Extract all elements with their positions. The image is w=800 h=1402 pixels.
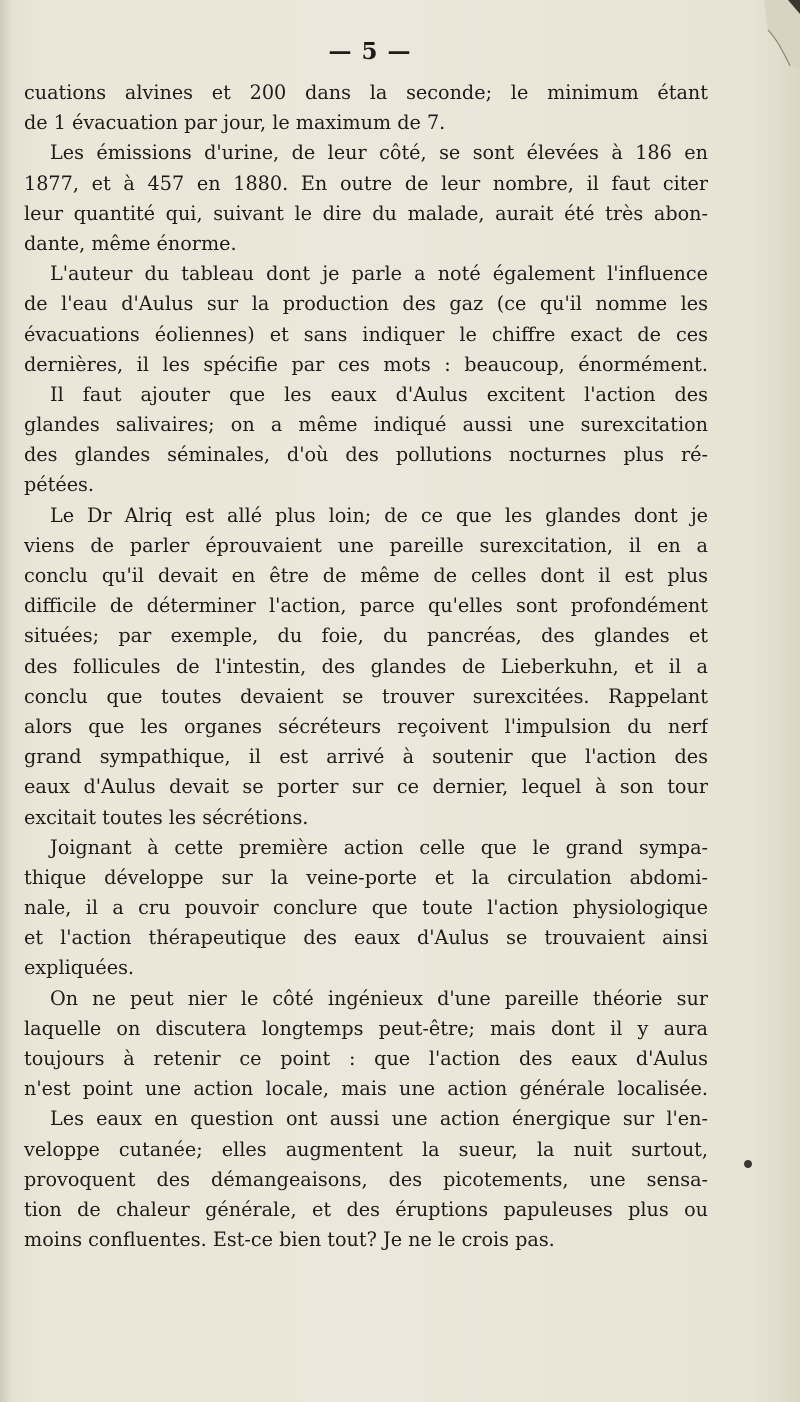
page-corner-fold (760, 0, 800, 70)
text-line: veloppe cutanée; elles augmentent la sueur, la nuit surtout, (24, 1137, 708, 1161)
text-line: Il faut ajouter que les eaux d'Aulus excitent l'action des (50, 382, 708, 406)
text-line: On ne peut nier le côté ingénieux d'une pareille théorie sur (50, 986, 708, 1010)
text-line: et l'action thérapeutique des eaux d'Aulus se trouvaient ainsi (24, 926, 708, 950)
text-line: provoquent des démangeaisons, des picotements, une sensa- (24, 1167, 708, 1191)
text-line: excitait toutes les sécrétions. (24, 805, 309, 829)
text-line: 1877, et à 457 en 1880. En outre de leur nombre, il faut citer (24, 171, 708, 195)
text-line: nale, il a cru pouvoir conclure que toute l'action physiologique (24, 896, 708, 920)
text-line: dante, même énorme. (24, 231, 237, 255)
page-body-text (24, 78, 708, 1255)
ink-speck (744, 1160, 752, 1168)
text-line: pétées. (24, 473, 95, 497)
text-line: conclu que toutes devaient se trouver surexcitées. Rappelant (24, 684, 708, 708)
text-line: L'auteur du tableau dont je parle a noté également l'influence (50, 262, 708, 286)
text-line: Les émissions d'urine, de leur côté, se sont élevées à 186 en (50, 141, 708, 165)
text-line: glandes salivaires; on a même indiqué aussi une surexcitation (24, 413, 708, 437)
text-line: des follicules de l'intestin, des glandes de Lieberkuhn, et il a (24, 654, 708, 678)
text-line: viens de parler éprouvaient une pareille surexcitation, il en a (24, 533, 708, 557)
text-line: situées; par exemple, du foie, du pancréas, des glandes et (24, 624, 708, 648)
text-line: cuations alvines et 200 dans la seconde; le minimum étant (24, 81, 708, 104)
text-line: Joignant à cette première action celle que le grand sympa- (50, 835, 708, 859)
text-line: laquelle on discutera longtemps peut-être; mais dont il y aura (24, 1016, 708, 1040)
text-line: thique développe sur la veine-porte et la circulation abdomi- (24, 865, 708, 889)
text-line: alors que les organes sécréteurs reçoivent l'impulsion du nerf (24, 714, 708, 738)
text-line: leur quantité qui, suivant le dire du malade, aurait été très abon- (24, 201, 708, 225)
text-line: difficile de déterminer l'action, parce qu'elles sont profondément (24, 594, 708, 618)
text-line: Le Dr Alriq est allé plus loin; de ce que les glandes dont je (50, 503, 708, 527)
text-line: de 1 évacuation par jour, le maximum de 7. (24, 111, 446, 135)
text-line: grand sympathique, il est arrivé à soutenir que l'action des (24, 745, 708, 769)
page-number: — 5 — (328, 38, 412, 65)
text-line: expliquées. (24, 956, 135, 980)
text-line: dernières, il les spécifie par ces mots : beaucoup, énormément. (24, 352, 708, 376)
text-line: évacuations éoliennes) et sans indiquer le chiffre exact de ces (24, 322, 708, 346)
text-line: moins confluentes. Est-ce bien tout? Je ne le crois pas. (24, 1228, 555, 1252)
text-line: tion de chaleur générale, et des éruptions papuleuses plus ou (24, 1197, 708, 1221)
text-line: conclu qu'il devait en être de même de celles dont il est plus (24, 564, 708, 587)
text-line: de l'eau d'Aulus sur la production des gaz (ce qu'il nomme les (24, 292, 708, 316)
text-line: n'est point une action locale, mais une action générale localisée. (24, 1077, 708, 1101)
text-line: des glandes séminales, d'où des pollutions nocturnes plus ré- (24, 443, 708, 467)
text-line: Les eaux en question ont aussi une action énergique sur l'en- (50, 1107, 708, 1131)
text-line: eaux d'Aulus devait se porter sur ce dernier, lequel à son tour (24, 775, 708, 799)
text-line: toujours à retenir ce point : que l'action des eaux d'Aulus (24, 1047, 708, 1070)
page-gutter-shadow (0, 0, 12, 1402)
